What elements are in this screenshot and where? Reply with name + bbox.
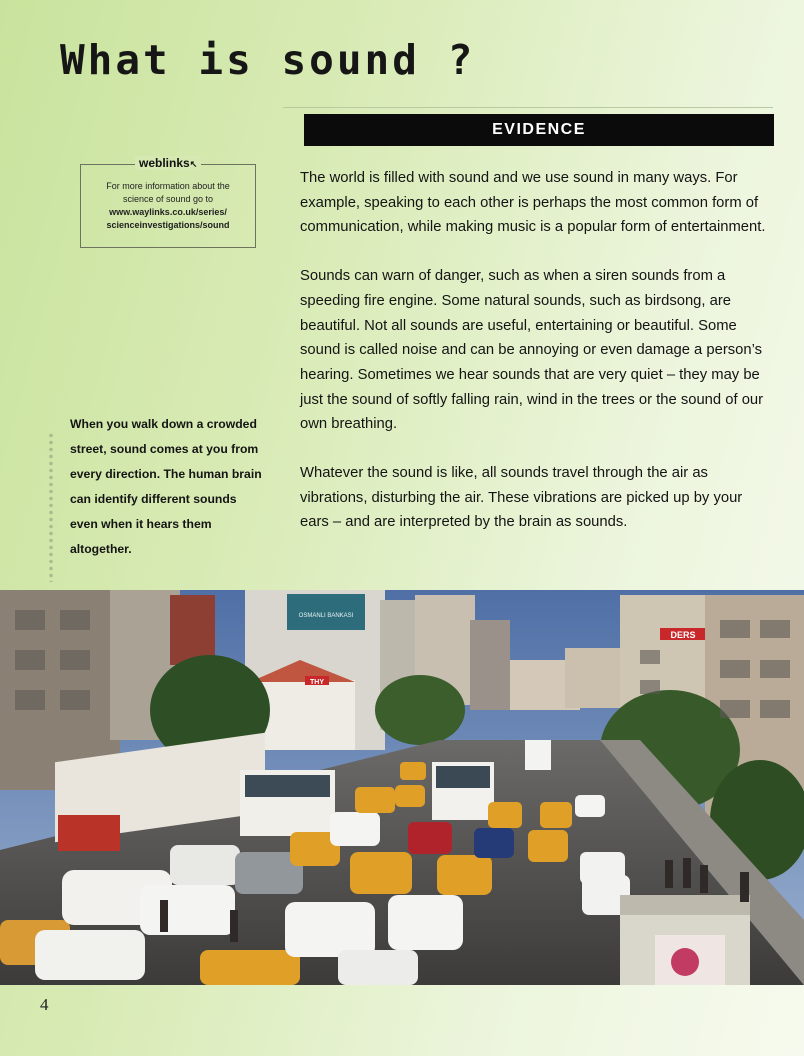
street-scene-illustration — [0, 590, 804, 985]
weblinks-url-2[interactable]: scienceinvestigations/sound — [106, 220, 230, 230]
weblinks-line-1: For more information about the — [106, 181, 230, 191]
weblinks-line-2: science of sound go to — [122, 194, 214, 204]
thy-sign: THY — [310, 679, 324, 686]
paragraph-1: The world is filled with sound and we use sound in many ways. For example, speaking to each other is perhaps the most common form of communication, while making music is a popular form of entertainment. — [300, 170, 766, 236]
weblinks-heading-text: weblinks — [139, 156, 190, 170]
page-number: 4 — [40, 995, 49, 1014]
photo-caption: When you walk down a crowded street, sound comes at you from every direction. The human brain can identify different sounds even when it hears them altogether. — [70, 417, 262, 556]
title-divider — [283, 107, 773, 108]
body-text — [300, 166, 774, 559]
section-label: EVIDENCE — [492, 121, 586, 138]
ders-sign: DERS — [670, 630, 696, 640]
paragraph-3: Whatever the sound is like, all sounds travel through the air as vibrations, disturbing the air. These vibrations are picked up by your ears – and are interpreted by the brain as sounds. — [300, 465, 743, 531]
street-photo — [0, 590, 804, 985]
weblinks-box — [80, 156, 256, 248]
paragraph-2: Sounds can warn of danger, such as when a siren sounds from a speeding fire engine. Some natural sounds, such as birdsong, are beautiful. Not all sounds are useful, entertaining or beautiful. Some sound is called noise and can be annoying or even damage a person’s hearing. Sometimes we hear sounds that are very quiet – they may be just the sound of softly falling rain, wind in the trees or the sound of our own breathing. — [300, 268, 764, 433]
weblinks-url-1[interactable]: www.waylinks.co.uk/series/ — [109, 207, 227, 217]
dotted-rule — [48, 432, 54, 582]
page-title: What is sound ? — [60, 36, 476, 84]
weblinks-body — [85, 180, 251, 232]
weblinks-heading — [135, 156, 201, 170]
bank-sign: OSMANLI BANKASI — [298, 613, 354, 619]
section-banner — [304, 114, 774, 146]
cursor-arrow-icon: ↖ — [189, 159, 198, 169]
